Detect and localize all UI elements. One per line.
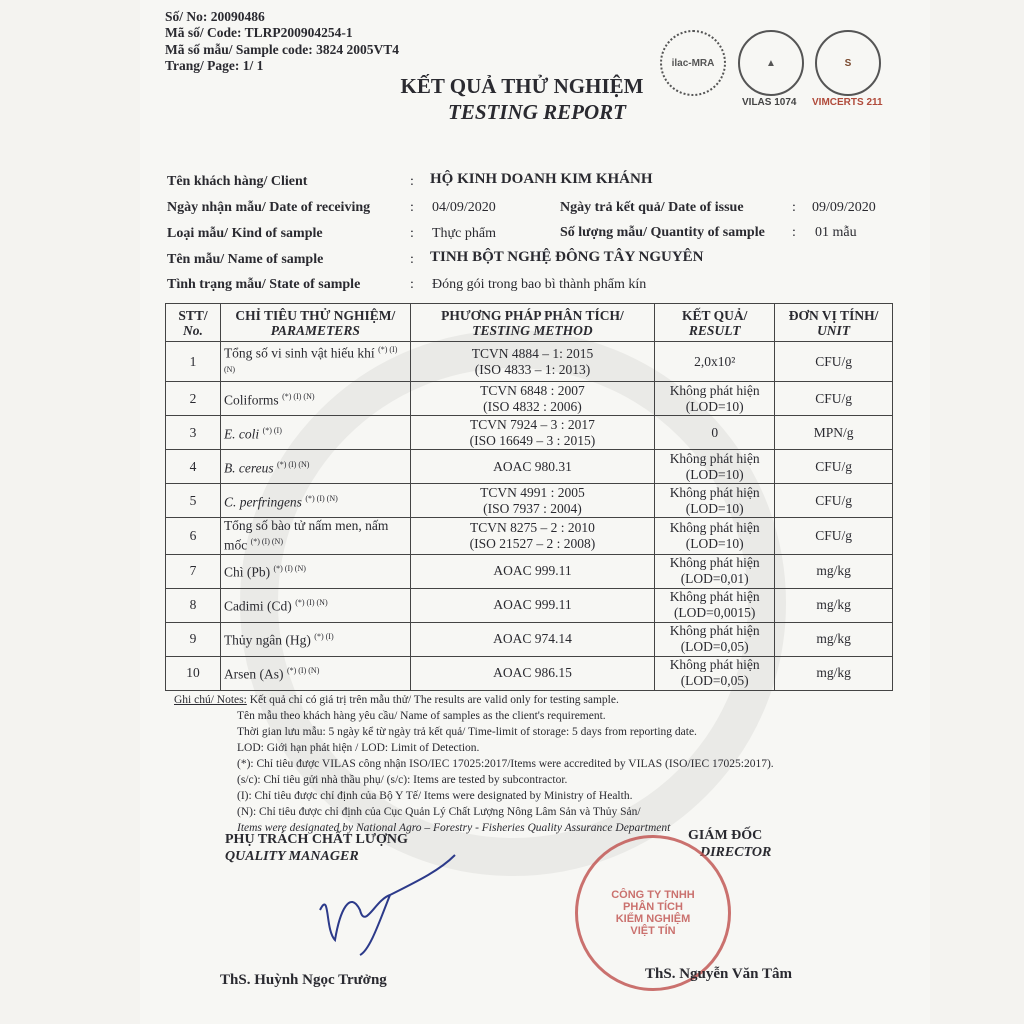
state-value: Đóng gói trong bao bì thành phẩm kín: [432, 277, 647, 292]
method-iso: (ISO 16649 – 3 : 2015): [469, 432, 596, 448]
parameter-cell: [220, 342, 410, 382]
row-number: 10: [166, 656, 221, 690]
name-label: Tên mẫu/ Name of sample: [167, 252, 324, 267]
table-row: [166, 382, 893, 416]
method-iso: (ISO 4833 – 1: 2013): [474, 361, 591, 377]
note-line: Items were designated by National Agro – Forestry - Fisheries Quality Assurance Department: [237, 822, 671, 834]
note-line: (N): Chỉ tiêu được chỉ định của Cục Quản Lý Chất Lượng Nông Lâm Sản và Thủy Sản/: [237, 806, 641, 818]
parameter-cell: [220, 656, 410, 690]
row-number: 5: [166, 484, 221, 518]
colon: :: [792, 225, 796, 240]
header-vi: PHƯƠNG PHÁP PHÂN TÍCH/: [441, 307, 624, 323]
lod: (LOD=0,0015): [673, 605, 756, 620]
qty-value: 01 mẫu: [815, 225, 857, 240]
value: 20090486: [210, 9, 265, 24]
receiving-value: 04/09/2020: [432, 200, 496, 215]
result-cell: [655, 484, 775, 518]
unit: CFU/g: [775, 484, 893, 518]
parameter: B. cereus: [223, 460, 274, 476]
result-cell: [655, 416, 775, 450]
colon: :: [410, 174, 414, 189]
director-title-vi: GIÁM ĐỐC: [688, 828, 763, 843]
table-row: [166, 554, 893, 588]
method-cell: [410, 588, 655, 622]
unit: CFU/g: [775, 450, 893, 484]
note-line: (I): Chỉ tiêu được chỉ định của Bộ Y Tế/ Items were designated by Ministry of Health.: [237, 790, 633, 802]
method: TCVN 4884 – 1: 2015: [471, 345, 594, 361]
row-number: 4: [166, 450, 221, 484]
notes-label: Ghi chú/ Notes:: [174, 694, 247, 706]
parameter: E. coli: [223, 426, 260, 442]
parameter-marks: (*) (I) (N): [273, 564, 306, 574]
parameter-cell: [220, 484, 410, 518]
parameter: Tổng số vi sinh vật hiếu khí: [223, 345, 375, 361]
colon: :: [792, 200, 796, 215]
header-en: No.: [183, 322, 203, 338]
result: Không phát hiện: [669, 484, 760, 500]
parameter-marks: (*) (I) (N): [305, 493, 338, 503]
lod: (LOD=0,01): [680, 571, 749, 586]
method: TCVN 4991 : 2005: [480, 484, 585, 500]
notes: [174, 692, 774, 836]
kind-label: Loại mẫu/ Kind of sample: [167, 226, 323, 241]
unit: MPN/g: [775, 416, 893, 450]
row-number: 6: [166, 518, 221, 555]
note-line: Tên mẫu theo khách hàng yêu cầu/ Name of samples as the client's requirement.: [237, 710, 606, 722]
lod: (LOD=10): [685, 535, 744, 551]
row-number: 3: [166, 416, 221, 450]
note-line: Thời gian lưu mẫu: 5 ngày kể từ ngày trả kết quả/ Time-limit of storage: 5 days from reporting date.: [237, 726, 697, 738]
unit: CFU/g: [775, 382, 893, 416]
qty-label: Số lượng mẫu/ Quantity of sample: [560, 225, 765, 240]
result-cell: [655, 342, 775, 382]
row-number: 1: [166, 342, 221, 382]
unit: mg/kg: [775, 622, 893, 656]
method-iso: (ISO 21527 – 2 : 2008): [469, 535, 596, 551]
parameter-cell: [220, 622, 410, 656]
vimcerts-logo: S: [815, 30, 881, 96]
issue-value: 09/09/2020: [812, 200, 876, 215]
note-line: (*): Chỉ tiêu được VILAS công nhận ISO/IEC 17025:2017/Items were accredited by VILAS (ISO/IEC 17025:2017).: [237, 758, 774, 770]
result-cell: [655, 622, 775, 656]
parameter: Arsen (As): [223, 666, 284, 682]
note-line: (s/c): Chỉ tiêu gửi nhà thầu phụ/ (s/c): Items are tested by subcontractor.: [237, 774, 568, 786]
result-cell: [655, 554, 775, 588]
parameter-cell: [220, 416, 410, 450]
vilas-logo: ▲: [738, 30, 804, 96]
method: TCVN 8275 – 2 : 2010: [470, 519, 595, 535]
method-cell: [410, 554, 655, 588]
method: AOAC 986.15: [493, 665, 572, 680]
unit: mg/kg: [775, 588, 893, 622]
parameter-marks: (*) (I): [314, 632, 334, 642]
parameter: Tổng số bào tử nấm men, nấm mốc: [223, 518, 389, 553]
method: AOAC 980.31: [493, 458, 572, 474]
value: 1/ 1: [242, 58, 264, 73]
note-line: Kết quả chỉ có giá trị trên mẫu thử/ The results are valid only for testing sample.: [249, 694, 619, 706]
result-cell: [655, 382, 775, 416]
table-row: [166, 342, 893, 382]
header-en: PARAMETERS: [270, 322, 360, 338]
state-label: Tình trạng mẫu/ State of sample: [167, 277, 361, 292]
label: Trang/ Page:: [165, 58, 240, 73]
table-row: [166, 450, 893, 484]
kind-value: Thực phẩm: [432, 226, 496, 241]
column-header: [655, 304, 775, 342]
result: Không phát hiện: [669, 657, 760, 672]
column-header: [775, 304, 893, 342]
colon: :: [410, 252, 414, 267]
parameter-cell: [220, 382, 410, 416]
header-vi: KẾT QUẢ/: [681, 307, 748, 323]
report-number: [165, 9, 265, 25]
sample-code: [165, 42, 399, 58]
result-cell: [655, 450, 775, 484]
result-cell: [655, 518, 775, 555]
row-number: 7: [166, 554, 221, 588]
parameter-marks: (*) (I) (N): [223, 345, 398, 374]
lod: (LOD=0,05): [680, 673, 749, 688]
parameter-marks: (*) (I): [262, 425, 282, 435]
parameter-marks: (*) (I) (N): [277, 459, 310, 469]
parameter: Cadimi (Cd): [223, 598, 292, 614]
parameter: Coliforms: [223, 392, 279, 408]
qm-title-vi: PHỤ TRÁCH CHẤT LƯỢNG: [225, 832, 408, 847]
row-number: 2: [166, 382, 221, 416]
colon: :: [410, 277, 414, 292]
unit: mg/kg: [775, 554, 893, 588]
method-cell: [410, 622, 655, 656]
header-en: UNIT: [817, 322, 851, 338]
report-code: [165, 25, 353, 41]
result: Không phát hiện: [669, 450, 760, 466]
header-vi: CHỈ TIÊU THỬ NGHIỆM/: [235, 307, 396, 323]
value: TLRP200904254-1: [244, 25, 353, 40]
director-name: ThS. Nguyễn Văn Tâm: [645, 966, 792, 982]
header-en: RESULT: [688, 322, 741, 338]
column-header: [166, 304, 221, 342]
unit: mg/kg: [775, 656, 893, 690]
parameter-marks: (*) (I) (N): [250, 537, 283, 546]
table-row: [166, 518, 893, 555]
label: Mã số/ Code:: [165, 25, 242, 40]
issue-label: Ngày trả kết quả/ Date of issue: [560, 200, 744, 215]
title-vi: KẾT QUẢ THỬ NGHIỆM: [400, 74, 644, 98]
receiving-label: Ngày nhận mẫu/ Date of receiving: [167, 200, 371, 215]
method-cell: [410, 656, 655, 690]
parameter: C. perfringens: [223, 494, 302, 510]
vimcerts-caption: VIMCERTS 211: [812, 97, 883, 108]
table-row: [166, 588, 893, 622]
result: 0: [711, 424, 719, 440]
qm-signature: [300, 850, 460, 960]
table-row: [166, 656, 893, 690]
result: Không phát hiện: [669, 589, 760, 604]
result: 2,0x10²: [694, 353, 736, 369]
row-number: 8: [166, 588, 221, 622]
result: Không phát hiện: [669, 555, 760, 570]
qm-title-en: QUALITY MANAGER: [225, 849, 359, 864]
result-cell: [655, 588, 775, 622]
value: 3824 2005VT4: [316, 42, 400, 57]
colon: :: [410, 200, 414, 215]
method-cell: [410, 382, 655, 416]
lod: (LOD=10): [685, 398, 744, 414]
unit: CFU/g: [775, 518, 893, 555]
title-en: TESTING REPORT: [448, 100, 626, 124]
qm-name: ThS. Huỳnh Ngọc Trưởng: [220, 972, 387, 988]
table-row: [166, 622, 893, 656]
director-title-en: DIRECTOR: [700, 845, 772, 860]
parameter: Chì (Pb): [223, 564, 271, 580]
result: Không phát hiện: [669, 623, 760, 638]
result: Không phát hiện: [669, 519, 760, 535]
method: TCVN 7924 – 3 : 2017: [470, 416, 595, 432]
lod: (LOD=10): [685, 466, 744, 482]
result: Không phát hiện: [669, 382, 760, 398]
method-cell: [410, 484, 655, 518]
table-row: [166, 484, 893, 518]
result-cell: [655, 656, 775, 690]
method: AOAC 999.11: [493, 597, 572, 612]
method-cell: [410, 518, 655, 555]
method: AOAC 999.11: [493, 563, 572, 578]
parameter-marks: (*) (I) (N): [282, 391, 315, 401]
parameter-cell: [220, 518, 410, 555]
method-cell: [410, 416, 655, 450]
note-line: LOD: Giới hạn phát hiện / LOD: Limit of Detection.: [237, 742, 480, 754]
method: TCVN 6848 : 2007: [480, 382, 585, 398]
client-value: HỘ KINH DOANH KIM KHÁNH: [430, 171, 653, 187]
ilac-logo: ilac-MRA: [660, 30, 726, 96]
lod: (LOD=0,05): [680, 639, 749, 654]
table-header-row: [166, 304, 893, 342]
vilas-caption: VILAS 1074: [742, 97, 797, 108]
method-iso: (ISO 4832 : 2006): [483, 398, 582, 414]
parameter-cell: [220, 450, 410, 484]
client-label: Tên khách hàng/ Client: [167, 174, 308, 189]
parameter-cell: [220, 554, 410, 588]
method-iso: (ISO 7937 : 2004): [483, 500, 582, 516]
parameter: Thủy ngân (Hg): [223, 632, 311, 648]
stamp-text: CÔNG TY TNHH PHÂN TÍCH KIỂM NGHIỆM VIỆT TÍN: [611, 889, 695, 937]
column-header: [410, 304, 655, 342]
header-vi: STT/: [178, 307, 208, 323]
method-cell: [410, 450, 655, 484]
parameter-marks: (*) (I) (N): [295, 598, 328, 608]
header-vi: ĐƠN VỊ TÍNH/: [788, 307, 879, 323]
method: AOAC 974.14: [493, 631, 572, 646]
unit: CFU/g: [775, 342, 893, 382]
lod: (LOD=10): [685, 500, 744, 516]
results-table: [165, 303, 893, 691]
header-en: TESTING METHOD: [472, 322, 593, 338]
name-value: TINH BỘT NGHỆ ĐÔNG TÂY NGUYÊN: [430, 249, 704, 265]
method-cell: [410, 342, 655, 382]
label: Mã số mẫu/ Sample code:: [165, 42, 313, 57]
row-number: 9: [166, 622, 221, 656]
table-row: [166, 416, 893, 450]
page-number: [165, 58, 263, 74]
label: Số/ No:: [165, 9, 208, 24]
parameter-marks: (*) (I) (N): [286, 666, 320, 676]
colon: :: [410, 226, 414, 241]
parameter-cell: [220, 588, 410, 622]
column-header: [220, 304, 410, 342]
